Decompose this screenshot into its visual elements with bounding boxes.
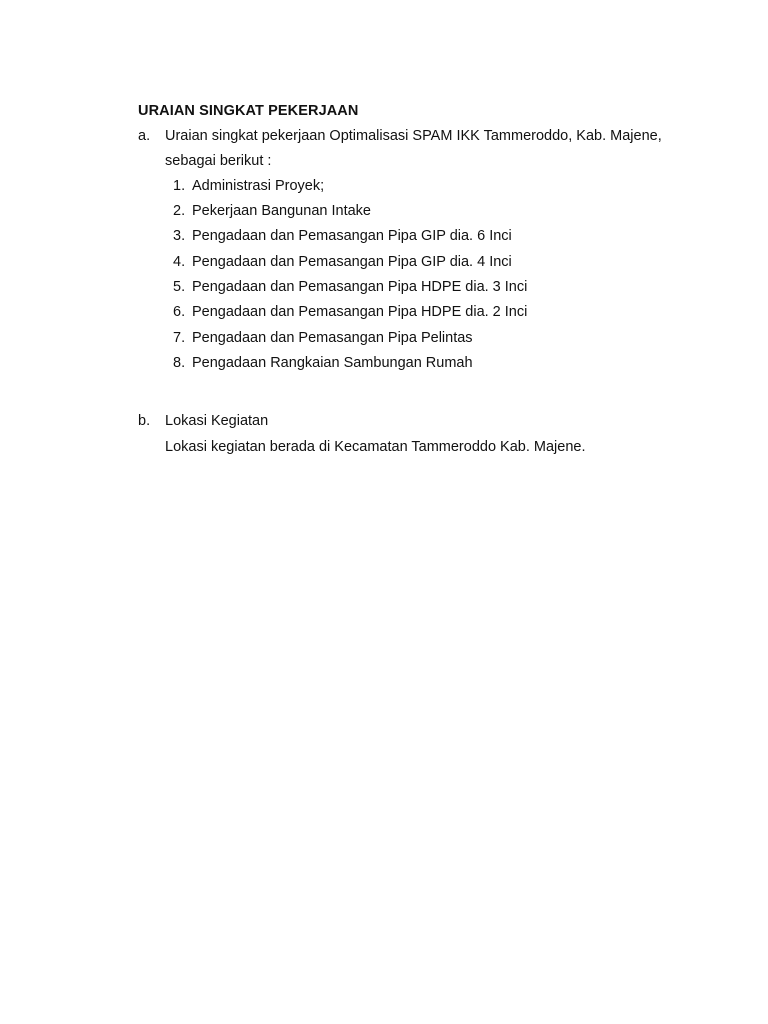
- list-item-text: Pengadaan dan Pemasangan Pipa HDPE dia. 3 Inci: [192, 279, 528, 295]
- list-item-number: 3.: [173, 228, 186, 244]
- list-item-text: Pekerjaan Bangunan Intake: [192, 203, 371, 219]
- section-a-text-line1: Uraian singkat pekerjaan Optimalisasi SPAM IKK Tammeroddo, Kab. Majene,: [165, 128, 662, 144]
- section-b-text: Lokasi kegiatan berada di Kecamatan Tammeroddo Kab. Majene.: [165, 439, 586, 455]
- section-a-text-line2: sebagai berikut :: [165, 153, 272, 169]
- list-item-number: 4.: [173, 254, 186, 270]
- list-item-number: 1.: [173, 178, 186, 194]
- list-item-text: Pengadaan dan Pemasangan Pipa Pelintas: [192, 330, 473, 346]
- list-item-text: Pengadaan Rangkaian Sambungan Rumah: [192, 355, 473, 371]
- list-item-text: Pengadaan dan Pemasangan Pipa GIP dia. 6 Inci: [192, 228, 512, 244]
- section-b-marker: b.: [138, 413, 151, 429]
- list-item-text: Pengadaan dan Pemasangan Pipa GIP dia. 4 Inci: [192, 254, 512, 270]
- section-b-title: Lokasi Kegiatan: [165, 413, 269, 429]
- document-heading: URAIAN SINGKAT PEKERJAAN: [138, 103, 359, 119]
- list-item-number: 5.: [173, 279, 186, 295]
- list-item-number: 6.: [173, 304, 186, 320]
- section-a-marker: a.: [138, 128, 151, 144]
- list-item-number: 2.: [173, 203, 186, 219]
- list-item-number: 7.: [173, 330, 186, 346]
- list-item-text: Administrasi Proyek;: [192, 178, 325, 194]
- list-item-number: 8.: [173, 355, 186, 371]
- list-item-text: Pengadaan dan Pemasangan Pipa HDPE dia. 2 Inci: [192, 304, 528, 320]
